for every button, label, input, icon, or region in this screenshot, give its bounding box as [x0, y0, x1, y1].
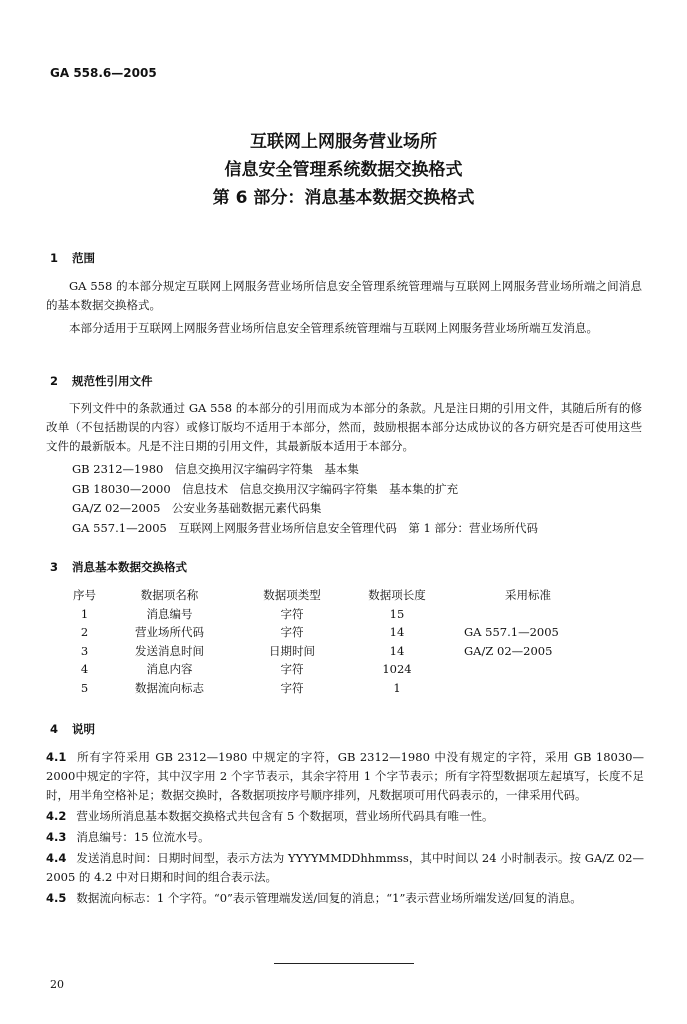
note-item — [46, 889, 644, 908]
page-number: 20 — [50, 978, 64, 991]
section-3-heading — [50, 559, 187, 575]
table-row — [62, 623, 614, 642]
note-text: 营业场所消息基本数据交换格式共包含有 5 个数据项，营业场所代码具有唯一性。 — [76, 809, 494, 823]
table-cell: 2 — [80, 625, 89, 640]
notes-list — [46, 748, 644, 910]
note-number: 4.3 — [46, 830, 67, 844]
data-format-table — [62, 586, 614, 697]
column-header: 数据项名称 — [140, 588, 199, 603]
table-cell: 4 — [80, 662, 89, 677]
section-title: 说明 — [72, 722, 95, 736]
table-cell: 消息内容 — [146, 662, 193, 677]
table-cell: GA 557.1—2005 — [464, 625, 559, 640]
table-row — [62, 605, 614, 624]
table-cell: 字符 — [280, 662, 304, 677]
reference-item: GA/Z 02—2005 公安业务基础数据元素代码集 — [72, 501, 322, 515]
table-cell: 日期时间 — [269, 643, 315, 658]
table-cell — [442, 660, 614, 679]
column-header: 数据项类型 — [263, 588, 321, 603]
section-1-paragraph-1: GA 558 的本部分规定互联网上网服务营业场所信息安全管理系统管理端与互联网上网服务营业场所端之间消息的基本数据交换格式。 — [46, 279, 642, 312]
table-cell: GA/Z 02—2005 — [464, 643, 553, 658]
table-cell: 字符 — [280, 680, 304, 695]
table-cell — [442, 679, 614, 698]
table-cell: 14 — [389, 643, 405, 658]
table-cell: 数据流向标志 — [135, 680, 204, 695]
table-cell: 3 — [80, 643, 89, 658]
table-cell: 消息编号 — [146, 606, 193, 621]
note-number: 4.1 — [46, 750, 67, 764]
section-number: 1 — [50, 251, 59, 265]
title-line-2: 信息安全管理系统数据交换格式 — [224, 160, 463, 180]
section-number: 4 — [50, 722, 59, 736]
note-item — [46, 849, 644, 887]
note-text: 发送消息时间：日期时间型，表示方法为 YYYYMMDDhhmmss，其中时间以 24 小时制表示。按 GA/Z 02—2005 的 4.2 中对日期和时间的组合表示法。 — [46, 851, 644, 884]
note-item — [46, 748, 644, 805]
section-title: 规范性引用文件 — [72, 374, 153, 388]
table-cell: 字符 — [280, 625, 304, 640]
note-item — [46, 807, 644, 826]
table-header-row — [62, 586, 614, 605]
note-item — [46, 828, 644, 847]
note-number: 4.5 — [46, 891, 67, 905]
section-2-paragraph: 下列文件中的条款通过 GA 558 的本部分的引用而成为本部分的条款。凡是注日期的引用文件，其随后所有的修改单（不包括勘误的内容）或修订版均不适用于本部分，然而，鼓励根据本部分达成协议的各方研究是否可使用这些文件的最新版本。凡是不注日期的引用文件，其最新版本适用于本部分。 — [46, 401, 642, 453]
footer-divider — [274, 963, 414, 964]
section-title: 消息基本数据交换格式 — [72, 560, 187, 574]
table-cell: 字符 — [280, 606, 304, 621]
table-cell: 5 — [80, 680, 89, 695]
document-title — [0, 128, 687, 212]
table-cell: 1 — [393, 680, 401, 695]
table-cell — [442, 605, 614, 624]
note-text: 消息编号：15 位流水号。 — [76, 830, 210, 844]
table-cell: 14 — [389, 625, 405, 640]
table-cell: 15 — [389, 606, 405, 621]
section-title: 范围 — [72, 251, 95, 265]
title-line-3: 第 6 部分：消息基本数据交换格式 — [212, 188, 475, 208]
section-1-heading — [50, 250, 95, 266]
section-number: 2 — [50, 374, 59, 388]
column-header: 序号 — [73, 588, 96, 603]
table-row — [62, 642, 614, 661]
table-row — [62, 660, 614, 679]
section-2-heading — [50, 373, 153, 389]
standard-code: GA 558.6—2005 — [50, 66, 157, 80]
column-header: 数据项长度 — [368, 588, 426, 603]
table-cell: 1024 — [382, 662, 412, 677]
column-header: 采用标准 — [505, 588, 551, 603]
note-text: 所有字符采用 GB 2312—1980 中规定的字符，GB 2312—1980 中没有规定的字符，采用 GB 18030—2000中规定的字符，其中汉字用 2 个字节表示，其余字符用 1 个字节表示；所有字符型数据项左起填写，长度不足时，用半角空格补足；数据交换时，各数据项按序号顺序排列，凡数据项可用代码表示的，一律采用代码。 — [46, 750, 644, 802]
note-number: 4.4 — [46, 851, 67, 865]
reference-item: GB 2312—1980 信息交换用汉字编码字符集 基本集 — [72, 462, 359, 476]
table-cell: 发送消息时间 — [135, 643, 204, 658]
note-text: 数据流向标志：1 个字符。“0”表示管理端发送/回复的消息；“1”表示营业场所端发送/回复的消息。 — [76, 891, 582, 905]
section-4-heading — [50, 721, 95, 737]
table-row — [62, 679, 614, 698]
note-number: 4.2 — [46, 809, 67, 823]
table-cell: 营业场所代码 — [135, 625, 204, 640]
table-cell: 1 — [80, 606, 89, 621]
normative-references-list — [72, 460, 642, 538]
reference-item: GB 18030—2000 信息技术 信息交换用汉字编码字符集 基本集的扩充 — [72, 481, 459, 496]
title-line-1: 互联网上网服务营业场所 — [250, 132, 437, 152]
section-number: 3 — [50, 560, 59, 574]
reference-item: GA 557.1—2005 互联网上网服务营业场所信息安全管理代码 第 1 部分：营业场所代码 — [72, 520, 538, 535]
section-1-paragraph-2: 本部分适用于互联网上网服务营业场所信息安全管理系统管理端与互联网上网服务营业场所端互发消息。 — [69, 321, 598, 335]
